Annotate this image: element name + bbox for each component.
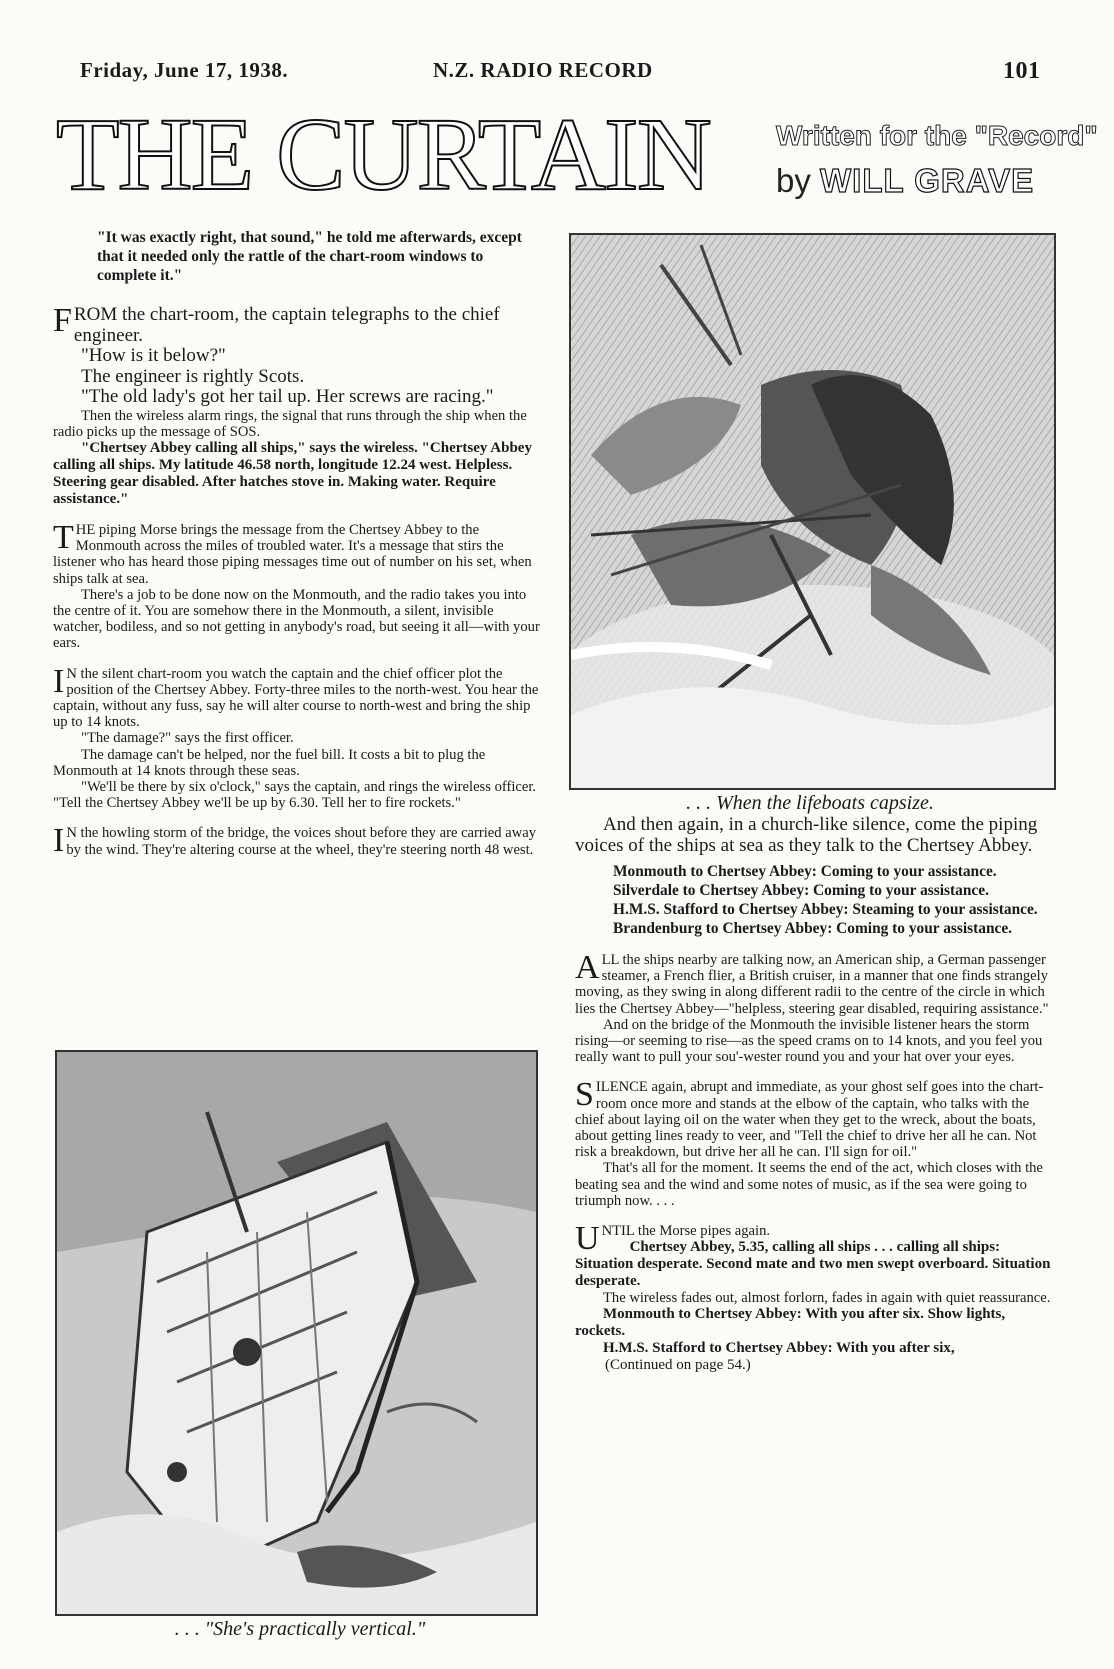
paragraph: "We'll be there by six o'clock," says the captain, and rings the wireless officer. "Tell the Chertsey Abbey we'll be up by 6.30. Tell her to fire rockets.": [53, 778, 537, 812]
byline-written-for: Written for the "Record": [776, 120, 1098, 151]
paragraph: The engineer is rightly Scots.: [81, 365, 305, 387]
drop-cap: F: [53, 302, 72, 339]
section-from-chart-room: [53, 302, 543, 408]
byline-prefix: by: [776, 162, 811, 199]
author-name: WILL GRAVE: [820, 162, 1035, 199]
sinking-ship-illustration: [55, 1050, 538, 1616]
storm-lifeboat-image: [571, 235, 1054, 788]
paragraph: The wireless fades out, almost forlorn, fades in again with quiet reassurance.: [603, 1290, 1051, 1307]
section-silence-again: [575, 1076, 1053, 1209]
paragraph: N the silent chart-room you watch the captain and the chief officer plot the position of the Chertsey Abbey. Forty-three miles to the north-west. You hear the captain, without any fuss, say he will alter course to north-west and bring the ship up to 14 knots.: [53, 665, 539, 731]
paragraph: And then again, in a church-like silence, come the piping voices of the ships at sea as they talk to the Chertsey Abbey.: [575, 814, 1038, 856]
caption-lifeboats: . . . When the lifeboats capsize.: [686, 792, 934, 814]
caption-vertical: . . . "She's practically vertical.": [174, 1618, 426, 1640]
drop-cap: I: [53, 822, 65, 860]
ship-message: H.M.S. Stafford to Chertsey Abbey: With you after six,: [603, 1340, 955, 1357]
section-piping-morse: [53, 518, 543, 652]
publication-name: N.Z. RADIO RECORD: [433, 58, 653, 82]
paragraph: N the howling storm of the bridge, the voices shout before they are carried away by the wind. They're altering course at the wheel, they're steering north 48 west.: [66, 825, 537, 858]
paragraph: ROM the chart-room, the captain telegraphs to the chief engineer.: [73, 304, 500, 346]
lifeboat-illustration: [569, 233, 1056, 790]
section-until-morse: [575, 1220, 1053, 1374]
drop-cap: S: [575, 1076, 594, 1114]
section-all-ships: [575, 949, 1053, 1066]
page-date: Friday, June 17, 1938.: [80, 58, 289, 82]
continued-note: (Continued on page 54.): [605, 1357, 751, 1374]
article-title: THE CURTAIN: [56, 97, 710, 212]
ship-message: Brandenburg to Chertsey Abbey: Coming to your assistance.: [613, 920, 1013, 937]
paragraph: That's all for the moment. It seems the end of the act, which closes with the beating sea and the wind and some notes of music, as if the sea were going to triumph now. . . .: [575, 1160, 1043, 1209]
byline-author: [776, 162, 1034, 200]
page-number: 101: [1003, 58, 1041, 84]
paragraph: "The damage?" says the first officer.: [81, 730, 294, 747]
paragraph: ILENCE again, abrupt and immediate, as your ghost self goes into the chart-room once more and stands at the elbow of the captain, who talks with the chief about laying oil on the water when they get to the wreck, about the boats, about getting lines ready to veer, and "Tell the chief to drive her all he can. Not risk a breakdown, but drive her all he can. I'll sign for oil.": [575, 1079, 1044, 1161]
paragraph: And on the bridge of the Monmouth the invisible listener hears the storm rising—or seeming to rise—as the speed crams on to 14 knots, and you feel you really want to pull your sou'-wester round you and your hat over your eyes.: [575, 1016, 1043, 1066]
drop-cap: A: [575, 949, 600, 986]
ship-message: Silverdale to Chertsey Abbey: Coming to your assistance.: [613, 882, 989, 899]
ship-message: H.M.S. Stafford to Chertsey Abbey: Steaming to your assistance.: [613, 901, 1038, 918]
left-column: [53, 228, 543, 858]
ship-message: Monmouth to Chertsey Abbey: With you after six. Show lights, rockets.: [575, 1306, 1006, 1340]
distress-message: Chertsey Abbey, 5.35, calling all ships . . . calling all ships: Situation desperate. Second mate and two men swept overboard. Situation desperate.: [575, 1239, 1051, 1290]
paragraph: "The old lady's got her tail up. Her screws are racing.": [81, 386, 494, 407]
paragraph: Then the wireless alarm rings, the signal that runs through the ship when the radio picks up the message of SOS.: [53, 407, 527, 440]
drop-cap: I: [53, 662, 65, 700]
drop-cap: U: [575, 1220, 600, 1258]
right-column: [575, 815, 1053, 1374]
lead-quote: "It was exactly right, that sound," he told me afterwards, except that it needed only the rattle of the chart-room windows to complete it.": [97, 229, 522, 284]
paragraph: NTIL the Morse pipes again.: [601, 1223, 771, 1240]
sinking-ship-image: [57, 1052, 536, 1614]
section-silent-chart-room: [53, 662, 543, 812]
paragraph: HE piping Morse brings the message from the Chertsey Abbey to the Monmouth across the miles of troubled water. It's a message that stirs the listener who has heard those piping messages time out of number on his set, when ships talk at sea.: [53, 521, 532, 587]
paragraph: "How is it below?": [81, 345, 226, 366]
drop-cap: T: [53, 518, 74, 556]
ship-message: Monmouth to Chertsey Abbey: Coming to your assistance.: [613, 863, 997, 880]
sos-message: "Chertsey Abbey calling all ships," says the wireless. "Chertsey Abbey calling all ships. My latitude 46.58 north, longitude 12.24 west. Helpless. Steering gear disabled. After hatches stove in. Making water. Require assistance.": [53, 439, 532, 507]
section-howling-storm: [53, 822, 543, 860]
paragraph: LL the ships nearby are talking now, an American ship, a German passenger steamer, a French flier, a British cruiser, in a manner that one finds strangely moving, as they swing in along different radii to the centre of the circle in which lies the Chertsey Abbey—"helpless, steering gear disabled, requiring assistance.": [575, 952, 1049, 1017]
paragraph: The damage can't be helped, nor the fuel bill. It costs a bit to plug the Monmouth at 14 knots through these seas.: [53, 746, 486, 779]
paragraph: There's a job to be done now on the Monmouth, and the radio takes you into the centre of it. You are somehow there in the Monmouth, a silent, invisible watcher, bodiless, and so not getting in anybody's road, but seeing it all—with your ears.: [53, 586, 540, 652]
